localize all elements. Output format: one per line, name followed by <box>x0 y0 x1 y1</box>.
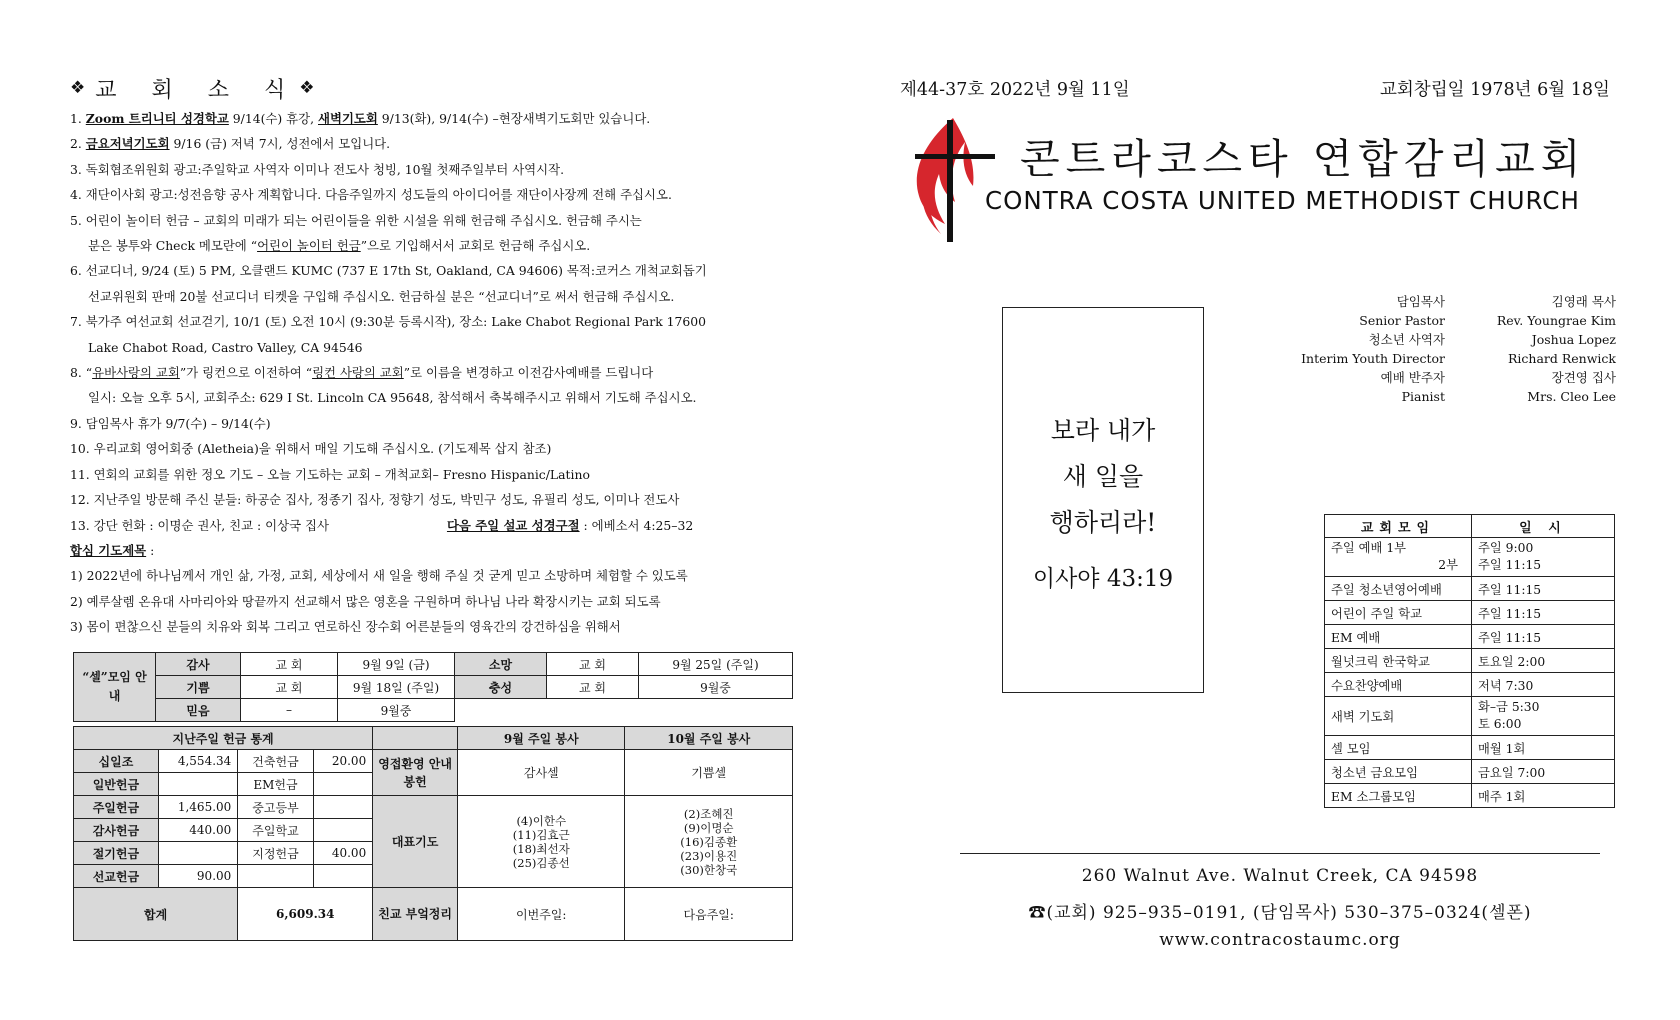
cell-name: 믿음 <box>156 699 241 722</box>
schedule-time: 주일 11:15 <box>1472 625 1615 649</box>
schedule-meeting: 새벽 기도회 <box>1325 697 1472 736</box>
usher-sep: 감사셀 <box>458 750 625 796</box>
verse-line: 새 일을 <box>1062 461 1144 491</box>
offering-amount: 1,465.00 <box>158 796 237 819</box>
sep-service-header: 9월 주일 봉사 <box>458 727 625 750</box>
notice-7: 7. 북가주 여선교회 선교걷기, 10/1 (토) 오전 10시 (9:30분 등록시작), 장소: Lake Chabot Regional Park 17600 <box>70 314 707 330</box>
notice-12: 12. 지난주일 방문해 주신 분들: 하공순 집사, 정종기 집사, 정향기 성도, 박민구 성도, 유필리 성도, 이미나 전도사 <box>70 492 680 508</box>
schedule-time: 주일 11:15 <box>1472 577 1615 601</box>
staff-name: Richard Renwick <box>1508 351 1616 366</box>
offering-label: 절기헌금 <box>74 842 159 865</box>
prayer-item: 2) 예루살렘 온유대 사마리아와 땅끝까지 선교해서 많은 영혼을 구원하며 하나님 나라 확장시키는 교회 되도록 <box>70 593 661 609</box>
staff-role: 예배 반주자 <box>1380 370 1445 385</box>
divider <box>960 853 1600 854</box>
offering-label: EM헌금 <box>238 773 313 796</box>
notice-2: 2. 금요저녁기도회 9/16 (금) 저녁 7시, 성전에서 모입니다. <box>70 136 391 152</box>
offering-label: 일반헌금 <box>74 773 159 796</box>
offering-amount: 40.00 <box>313 842 373 865</box>
schedule-time: 토요일 2:00 <box>1472 649 1615 673</box>
offering-amount: 20.00 <box>313 750 373 773</box>
staff-role: 청소년 사역자 <box>1368 332 1445 347</box>
cell-name: 소망 <box>455 653 547 676</box>
cell-name: 기쁨 <box>156 676 241 699</box>
staff-names <box>1450 292 1616 406</box>
church-address: 260 Walnut Ave. Walnut Creek, CA 94598 <box>1081 866 1479 886</box>
usher-label: 영접환영 안내봉헌 <box>373 750 458 796</box>
phone-icon: ☎ <box>1028 903 1047 923</box>
staff-role: 담임목사 <box>1396 294 1445 309</box>
staff-name: 김영래 목사 <box>1551 294 1616 309</box>
offering-label: 선교헌금 <box>74 865 159 888</box>
prayer-item: 1) 2022년에 하나님께서 개인 삶, 가정, 교회, 세상에서 새 일을 행해 주실 것 굳게 믿고 소망하며 체험할 수 있도록 <box>70 568 688 584</box>
verse-line: 보라 내가 <box>1050 415 1156 445</box>
offering-service-table <box>73 726 793 941</box>
staff-name: 장견영 집사 <box>1551 370 1616 385</box>
staff-name: Joshua Lopez <box>1531 332 1616 347</box>
notice-5-cont: 분은 봉투와 Check 메모란에 “어린이 놀이터 헌금”으로 기입해서서 교회로 헌금해 주십시오. <box>88 238 591 254</box>
offering-label: 감사헌금 <box>74 819 159 842</box>
cell-date: 9월중 <box>338 699 455 722</box>
schedule-meeting: 청소년 금요모임 <box>1325 760 1472 784</box>
notice-9: 9. 담임목사 휴가 9/7(수) – 9/14(수) <box>70 415 271 431</box>
schedule-time: 금요일 7:00 <box>1472 760 1615 784</box>
notice-4: 4. 재단이사회 광고:성전음향 공사 계획합니다. 다음주일까지 성도들의 아이디어를 재단이사장께 전해 주십시오. <box>70 187 672 203</box>
cell-date: 9월 18일 (주일) <box>338 676 455 699</box>
prayer-leaders-sep: (4)이한수 (11)김효근 (18)최선자 (25)김종선 <box>458 796 625 888</box>
notice-10: 10. 우리교회 영어회중 (Aletheia)을 위해서 매일 기도해 주십시오. (기도제목 삽지 참조) <box>70 441 552 457</box>
prayer-leaders-oct: (2)조혜진 (9)이명순 (16)김종환 (23)이용진 (30)한창국 <box>625 796 793 888</box>
notice-13: 13. 강단 헌화 : 이명순 권사, 친교 : 이상국 집사 다음 주일 설교 성경구절 : 에베소서 4:25–32 <box>70 517 694 533</box>
cell-date: 9월중 <box>639 676 793 699</box>
staff-role: Interim Youth Director <box>1301 351 1445 366</box>
cell-place: 교 회 <box>547 653 639 676</box>
cell-name: 감사 <box>156 653 241 676</box>
offering-label: 십일조 <box>74 750 159 773</box>
issue-number: 제44-37호 2022년 9월 11일 <box>900 80 1130 100</box>
cell-place: 교 회 <box>241 676 338 699</box>
notice-list <box>70 106 800 640</box>
fellowship-sep: 이번주일: <box>458 888 625 941</box>
notice-8: 8. “유바사랑의 교회”가 링컨으로 이전하여 “링컨 사랑의 교회”로 이름을 변경하고 이전감사예배를 드립니다 <box>70 365 654 381</box>
notice-6-cont: 선교위원회 판매 20불 선교디너 티켓을 구입해 주십시오. 헌금하실 분은 “선교디너”로 써서 헌금해 주십시오. <box>88 288 675 304</box>
schedule-time: 저녁 7:30 <box>1472 673 1615 697</box>
cell-header: “셀”모임 안내 <box>74 653 156 722</box>
schedule-meeting: 월넛크릭 한국학교 <box>1325 649 1472 673</box>
cell-place: 교 회 <box>547 676 639 699</box>
section-title <box>70 70 800 106</box>
schedule-meeting: 어린이 주일 학교 <box>1325 601 1472 625</box>
offering-amount: 90.00 <box>158 865 237 888</box>
offering-label: 중고등부 <box>238 796 313 819</box>
offering-amount: 440.00 <box>158 819 237 842</box>
prayer-leader-label: 대표기도 <box>373 796 458 888</box>
cell-date: 9월 25일 (주일) <box>639 653 793 676</box>
church-news-section <box>70 70 800 640</box>
church-name-korean: 콘트라코스타 연합감리교회 <box>1020 135 1587 183</box>
church-phone: ☎(교회) 925–935–0191, (담임목사) 530–375–0324(셀폰) <box>1028 903 1532 923</box>
section-title-text: 교 회 소 식 <box>95 77 300 103</box>
staff-roles <box>1280 292 1445 406</box>
offering-label: 주일학교 <box>238 819 313 842</box>
schedule-meeting: 수요찬양예배 <box>1325 673 1472 697</box>
church-name-english: CONTRA COSTA UNITED METHODIST CHURCH <box>985 186 1580 215</box>
verse-line: 행하리라! <box>1049 507 1157 537</box>
staff-name: Rev. Youngrae Kim <box>1496 313 1616 328</box>
schedule-time: 주일 9:00 주일 11:15 <box>1472 538 1615 577</box>
schedule-meeting: EM 소그룹모임 <box>1325 784 1472 808</box>
offering-amount <box>158 773 237 796</box>
offering-amount: 4,554.34 <box>158 750 237 773</box>
offering-label <box>238 865 313 888</box>
schedule-meeting: 주일 예배 1부 2부 <box>1325 538 1472 577</box>
schedule-table <box>1324 514 1615 808</box>
notice-5: 5. 어린이 놀이터 헌금 – 교회의 미래가 되는 어린이들을 위한 시설을 위해 헌금해 주십시오. 헌금해 주시는 <box>70 212 642 228</box>
church-website[interactable]: www.contracostaumc.org <box>1159 930 1401 950</box>
schedule-header: 일 시 <box>1472 515 1615 538</box>
offering-label: 주일헌금 <box>74 796 159 819</box>
prayer-item: 3) 몸이 편찮으신 분들의 치유와 회복 그리고 연로하신 장수회 어른분들의 영육간의 강건하심을 위해서 <box>70 619 621 635</box>
offering-amount <box>313 773 373 796</box>
offering-amount <box>158 842 237 865</box>
diamond-cross-icon: ❖ <box>299 78 315 98</box>
founded-date: 교회창립일 1978년 6월 18일 <box>1380 80 1610 100</box>
offering-amount <box>313 865 373 888</box>
notice-8-cont: 일시: 오늘 오후 5시, 교회주소: 629 I St. Lincoln CA 95648, 참석해서 축복해주시고 위해서 기도해 주십시오. <box>88 390 697 406</box>
schedule-meeting: EM 예배 <box>1325 625 1472 649</box>
schedule-time: 매주 1회 <box>1472 784 1615 808</box>
prayer-title: 합심 기도제목 : <box>70 542 155 558</box>
schedule-time: 매월 1회 <box>1472 736 1615 760</box>
schedule-meeting: 셀 모임 <box>1325 736 1472 760</box>
fellowship-label: 친교 부엌정리 <box>373 888 458 941</box>
schedule-meeting: 주일 청소년영어예배 <box>1325 577 1472 601</box>
staff-role: Pianist <box>1401 389 1445 404</box>
notice-11: 11. 연회의 교회를 위한 정오 기도 – 오늘 기도하는 교회 – 개척교회– Fresno Hispanic/Latino <box>70 466 590 482</box>
staff-role: Senior Pastor <box>1359 313 1445 328</box>
offering-amount <box>313 819 373 842</box>
cell-date: 9월 9일 (금) <box>338 653 455 676</box>
notice-1: 1. Zoom 트리니티 성경학교 9/14(수) 휴강, 새벽기도회 9/13(화), 9/14(수) –현장새벽기도회만 있습니다. <box>70 111 651 126</box>
schedule-time: 주일 11:15 <box>1472 601 1615 625</box>
cell-name: 충성 <box>455 676 547 699</box>
offering-stats-header: 지난주일 헌금 통계 <box>74 727 373 750</box>
fellowship-oct: 다음주일: <box>625 888 793 941</box>
total-label: 합계 <box>74 888 238 941</box>
notice-6: 6. 선교디너, 9/24 (토) 5 PM, 오클랜드 KUMC (737 E 17th St, Oakland, CA 94606) 목적:코커스 개척교회돕기 <box>70 263 707 279</box>
cross-and-flame-logo <box>905 112 997 247</box>
schedule-time: 화–금 5:30 토 6:00 <box>1472 697 1615 736</box>
total-value: 6,609.34 <box>238 888 373 941</box>
schedule-header: 교회모임 <box>1325 515 1472 538</box>
notice-3: 3. 독회협조위원회 광고:주일학교 사역자 이미나 전도사 청빙, 10월 첫째주일부터 사역시작. <box>70 161 565 177</box>
cell-group-table <box>73 652 793 722</box>
offering-amount <box>313 796 373 819</box>
diamond-cross-icon: ❖ <box>70 78 86 98</box>
cell-place: 교 회 <box>241 653 338 676</box>
oct-service-header: 10월 주일 봉사 <box>625 727 793 750</box>
verse-reference: 이사야 43:19 <box>1032 565 1174 592</box>
offering-label: 건축헌금 <box>238 750 313 773</box>
offering-label: 지정헌금 <box>238 842 313 865</box>
cell-place: – <box>241 699 338 722</box>
notice-7-cont: Lake Chabot Road, Castro Valley, CA 94546 <box>88 339 363 355</box>
verse-box <box>1002 307 1204 693</box>
staff-name: Mrs. Cleo Lee <box>1527 389 1616 404</box>
usher-oct: 기쁨셀 <box>625 750 793 796</box>
